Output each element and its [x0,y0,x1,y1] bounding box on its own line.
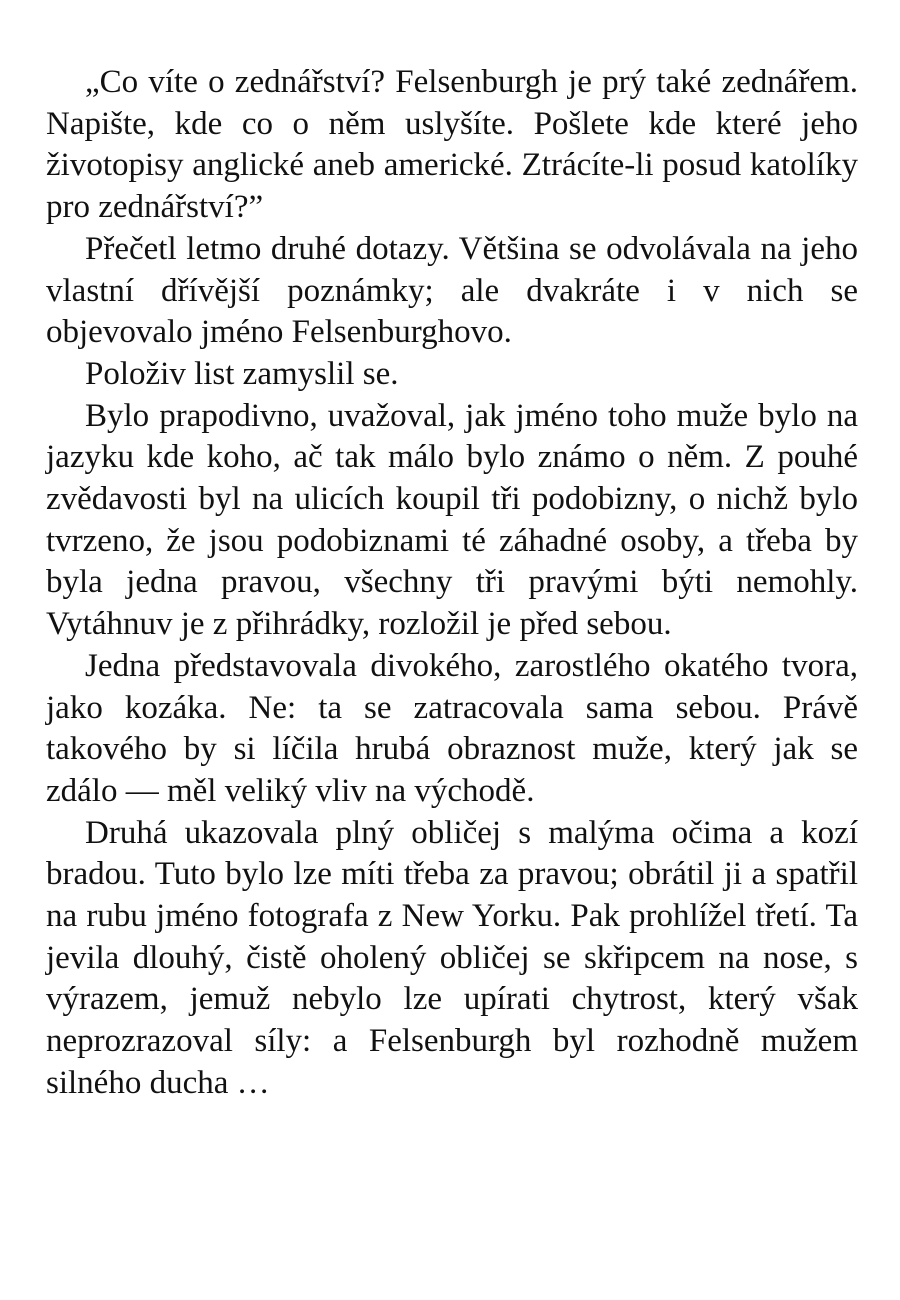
paragraph-4: Bylo prapodivno, uvažoval, jak jméno toho muže bylo na jazyku kde koho, ač tak málo bylo známo o něm. Z pouhé zvědavosti byl na ulicích koupil tři podobizny, o nichž bylo tvrzeno, že jsou podobiznami té záhadné osoby, a třeba by byla jedna pravou, všechny tři pravými býti nemohly. Vytáhnuv je z přihrádky, rozložil je před sebou. [46,397,858,643]
paragraph-5: Jedna představovala divokého, zarostlého okatého tvora, jako kozáka. Ne: ta se zatracovala sama sebou. Právě takového by si líčila hrubá obraznost muže, který jak se zdálo — měl veliký vliv na východě. [46,647,858,809]
page-text [46,62,858,1105]
paragraph-1: „Co víte o zednářství? Felsenburgh je prý také zednářem. Napište, kde co o něm uslyšíte. Pošlete kde které jeho životopisy anglické aneb americké. Ztrácíte-li posud katolíky pro zednářství?” [46,64,858,226]
paragraph-3: Položiv list zamyslil se. [85,355,399,392]
paragraph-6: Druhá ukazovala plný obličej s malýma očima a kozí bradou. Tuto bylo lze míti třeba za pravou; obrátil ji a spatřil na rubu jméno fotografa z New Yorku. Pak prohlížel třetí. Ta jevila dlouhý, čistě oholený obličej se skřipcem na nose, s výrazem, jemuž nebylo lze upírati chytrost, který však neprozrazoval síly: a Felsenburgh byl rozhodně mužem silného ducha … [46,814,858,1101]
paragraph-2: Přečetl letmo druhé dotazy. Většina se odvolávala na jeho vlastní dřívější poznámky; ale dvakráte i v nich se objevovalo jméno Felsenburghovo. [46,230,858,351]
